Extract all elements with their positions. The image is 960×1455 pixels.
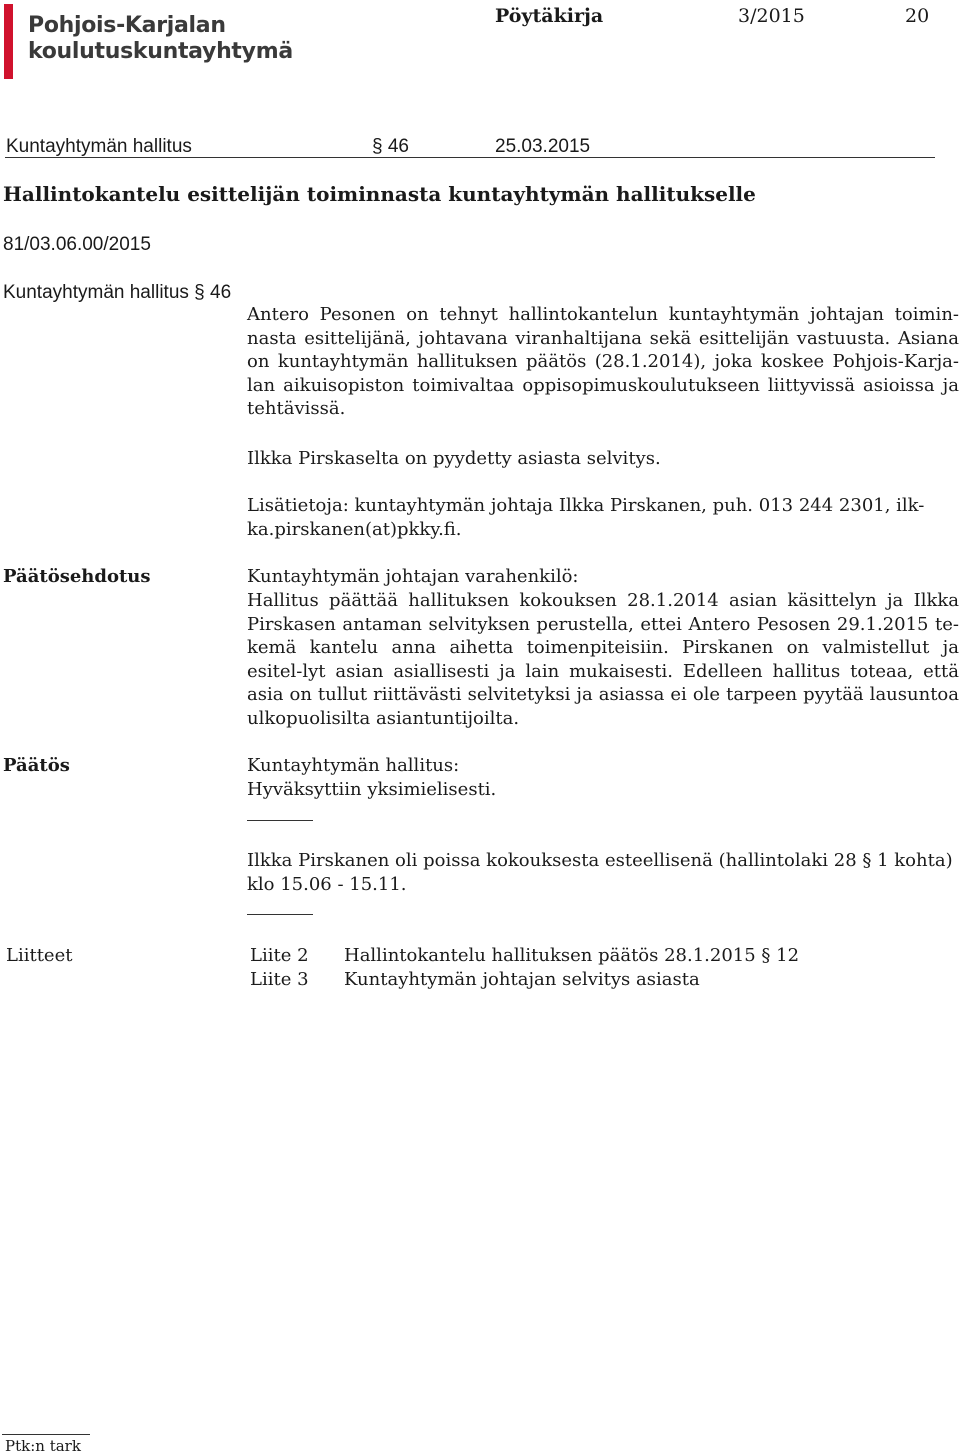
meeting-section: § 46 bbox=[372, 136, 409, 157]
doc-type: Pöytäkirja bbox=[495, 5, 604, 27]
proposal-label: Päätösehdotus bbox=[3, 566, 151, 587]
attachment-desc: Kuntayhtymän johtajan selvitys asiasta bbox=[344, 969, 700, 990]
signature-line bbox=[2, 1434, 90, 1435]
doc-number: 3/2015 bbox=[738, 5, 805, 27]
decision-text: Hyväksyttiin yksimielisesti. bbox=[247, 779, 497, 800]
attachment-id: Liite 2 bbox=[250, 945, 309, 966]
record-number: 81/03.06.00/2015 bbox=[3, 234, 151, 255]
header-rule bbox=[5, 157, 935, 158]
meeting-date: 25.03.2015 bbox=[495, 136, 591, 157]
attachment-id: Liite 3 bbox=[250, 969, 309, 990]
decision-note: Ilkka Pirskanen oli poissa kokouksesta esteellisenä (hallintolaki 28 § 1 kohta) klo 15.06 - 15.11. bbox=[247, 850, 953, 895]
paragraph-3: Lisätietoja: kuntayhtymän johtaja Ilkka Pirskanen, puh. 013 244 2301, ilk-ka.pirskanen(at)pkky.fi. bbox=[247, 495, 925, 540]
logo-line-2: koulutuskuntayhtymä bbox=[28, 39, 293, 64]
proposal-text: Hallitus päättää hallituksen kokouksen 28.1.2014 asian käsittelyn ja Ilkka Pirskasen antaman selvityksen perustella, ettei Antero Pesosen 29.1.2015 te-kemä kantelu anna aihetta toimenpiteisiin. Pirskanen on valmistellut ja esitel-lyt asian asiallisesti ja lain mukaisesti. Edelleen hallitus toteaa, että asia on tullut riittävästi selvitetyksi ja asiassa ei ole tarpeen pyytää lausuntoa ulkopuolisilta asiantuntijoilta. bbox=[247, 590, 959, 729]
decision-label: Päätös bbox=[3, 755, 70, 776]
logo-line-1: Pohjois-Karjalan bbox=[28, 13, 226, 38]
paragraph-2: Ilkka Pirskaselta on pyydetty asiasta selvitys. bbox=[247, 448, 661, 469]
decision-separator-1 bbox=[247, 820, 313, 821]
attachments-label: Liitteet bbox=[6, 945, 73, 966]
proposal-lead: Kuntayhtymän johtajan varahenkilö: bbox=[247, 566, 579, 587]
signature-label: Ptk:n tark bbox=[5, 1437, 81, 1455]
paragraph-1: Antero Pesonen on tehnyt hallintokantelun kuntayhtymän johtajan toimin-nasta esittelijänä, johtavana viranhaltijana sekä esittelijän vastuusta. Asiana on kuntayhtymän hallituksen päätös (28.1.2014), joka koskee Pohjois-Karja-lan aikuisopiston toimivaltaa oppisopimuskoulutukseen liittyvissä asioissa ja tehtävissä. bbox=[247, 304, 959, 419]
meeting-body: Kuntayhtymän hallitus bbox=[6, 136, 192, 157]
decision-lead: Kuntayhtymän hallitus: bbox=[247, 755, 460, 776]
section-ref: Kuntayhtymän hallitus § 46 bbox=[3, 282, 232, 303]
decision-separator-2 bbox=[247, 914, 313, 915]
page-title: Hallintokantelu esittelijän toiminnasta kuntayhtymän hallitukselle bbox=[3, 182, 756, 206]
page-number: 20 bbox=[905, 5, 930, 27]
logo-bar bbox=[4, 4, 13, 79]
attachment-desc: Hallintokantelu hallituksen päätös 28.1.2015 § 12 bbox=[344, 945, 800, 966]
